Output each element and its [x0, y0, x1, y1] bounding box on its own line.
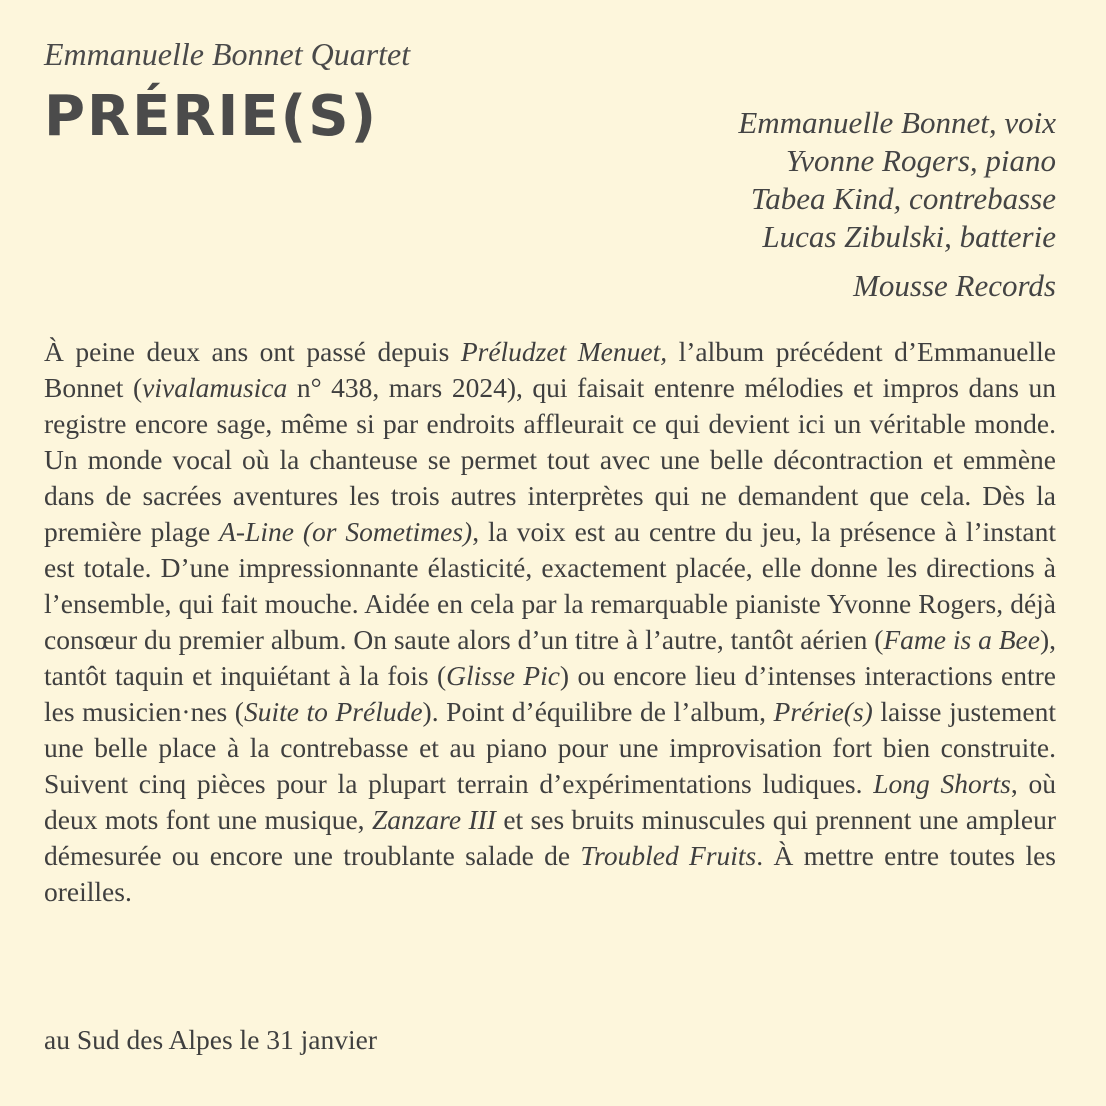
album-title: PRÉRIE(S) — [44, 84, 379, 149]
review-text-segment: , où deux mots font une musique, — [44, 768, 1056, 835]
musician-credit: Tabea Kind, contrebasse — [750, 181, 1056, 216]
credits-block — [738, 104, 1056, 305]
review-text-segment: l’album précédent d’Emmanuelle Bonnet ( — [44, 336, 1057, 403]
musician-credit: Lucas Zibulski, batterie — [762, 219, 1056, 254]
work-title: vivalamusica — [142, 372, 288, 403]
musician-credit: Emmanuelle Bonnet, voix — [738, 105, 1056, 140]
review-page — [44, 34, 1056, 1074]
review-text-segment: et ses bruits minuscules qui prennent une ampleur démesurée ou encore une troublante salade de — [44, 804, 1056, 871]
work-title: A-Line (or Sometimes) — [219, 516, 473, 547]
work-title: Prérie(s) — [773, 696, 873, 727]
signature-line: au Sud des Alpes le 31 janvier — [44, 1024, 377, 1055]
review-text-segment: . À mettre entre toutes les oreilles. — [44, 840, 1056, 907]
review-body — [44, 334, 1056, 910]
work-title: Préludzet Menuet, — [460, 336, 668, 367]
review-text-segment: n° 438, mars 2024), qui faisait entenre mélodies et impros dans un registre encore sage, même si par endroits affleurait ce qui devient ici un véritable monde. Un monde vocal où la chanteuse se permet tout avec une belle décontraction et emmène dans de sacrées aventures les trois autres interprètes qui ne demandent que cela. Dès la première plage — [44, 372, 1056, 547]
review-text-segment: ), tantôt taquin et inquiétant à la fois ( — [44, 624, 1056, 691]
review-text-segment: ) ou encore lieu d’intenses interactions entre les musicien·nes ( — [44, 660, 1056, 727]
record-label: Mousse Records — [853, 268, 1056, 303]
review-text-segment: , la voix est au centre du jeu, la présence à l’instant est totale. D’une impressionnante élasticité, exactement placée, elle donne les directions à l’ensemble, qui fait mouche. Aidée en cela par la remarquable pianiste Yvonne Rogers, déjà consœur du premier album. On saute alors d’un titre à l’autre, tantôt aérien ( — [44, 516, 1056, 655]
work-title: Fame is a Bee — [883, 624, 1040, 655]
work-title: Troubled Fruits — [580, 840, 757, 871]
artist-name: Emmanuelle Bonnet Quartet — [44, 36, 411, 72]
review-text-segment: À peine deux ans ont passé depuis — [44, 336, 461, 367]
musician-credit: Yvonne Rogers, piano — [785, 143, 1056, 178]
review-text-segment: laisse justement une belle place à la contrebasse et au piano pour une improvisation fort bien construite. Suivent cinq pièces pour la plupart terrain d’expérimentations ludiques. — [44, 696, 1056, 799]
work-title: Suite to Prélude — [243, 696, 423, 727]
work-title: Zanzare III — [371, 804, 496, 835]
review-text-segment: ). Point d’équilibre de l’album, — [422, 696, 774, 727]
work-title: Long Shorts — [873, 768, 1011, 799]
work-title: Glisse Pic — [446, 660, 560, 691]
